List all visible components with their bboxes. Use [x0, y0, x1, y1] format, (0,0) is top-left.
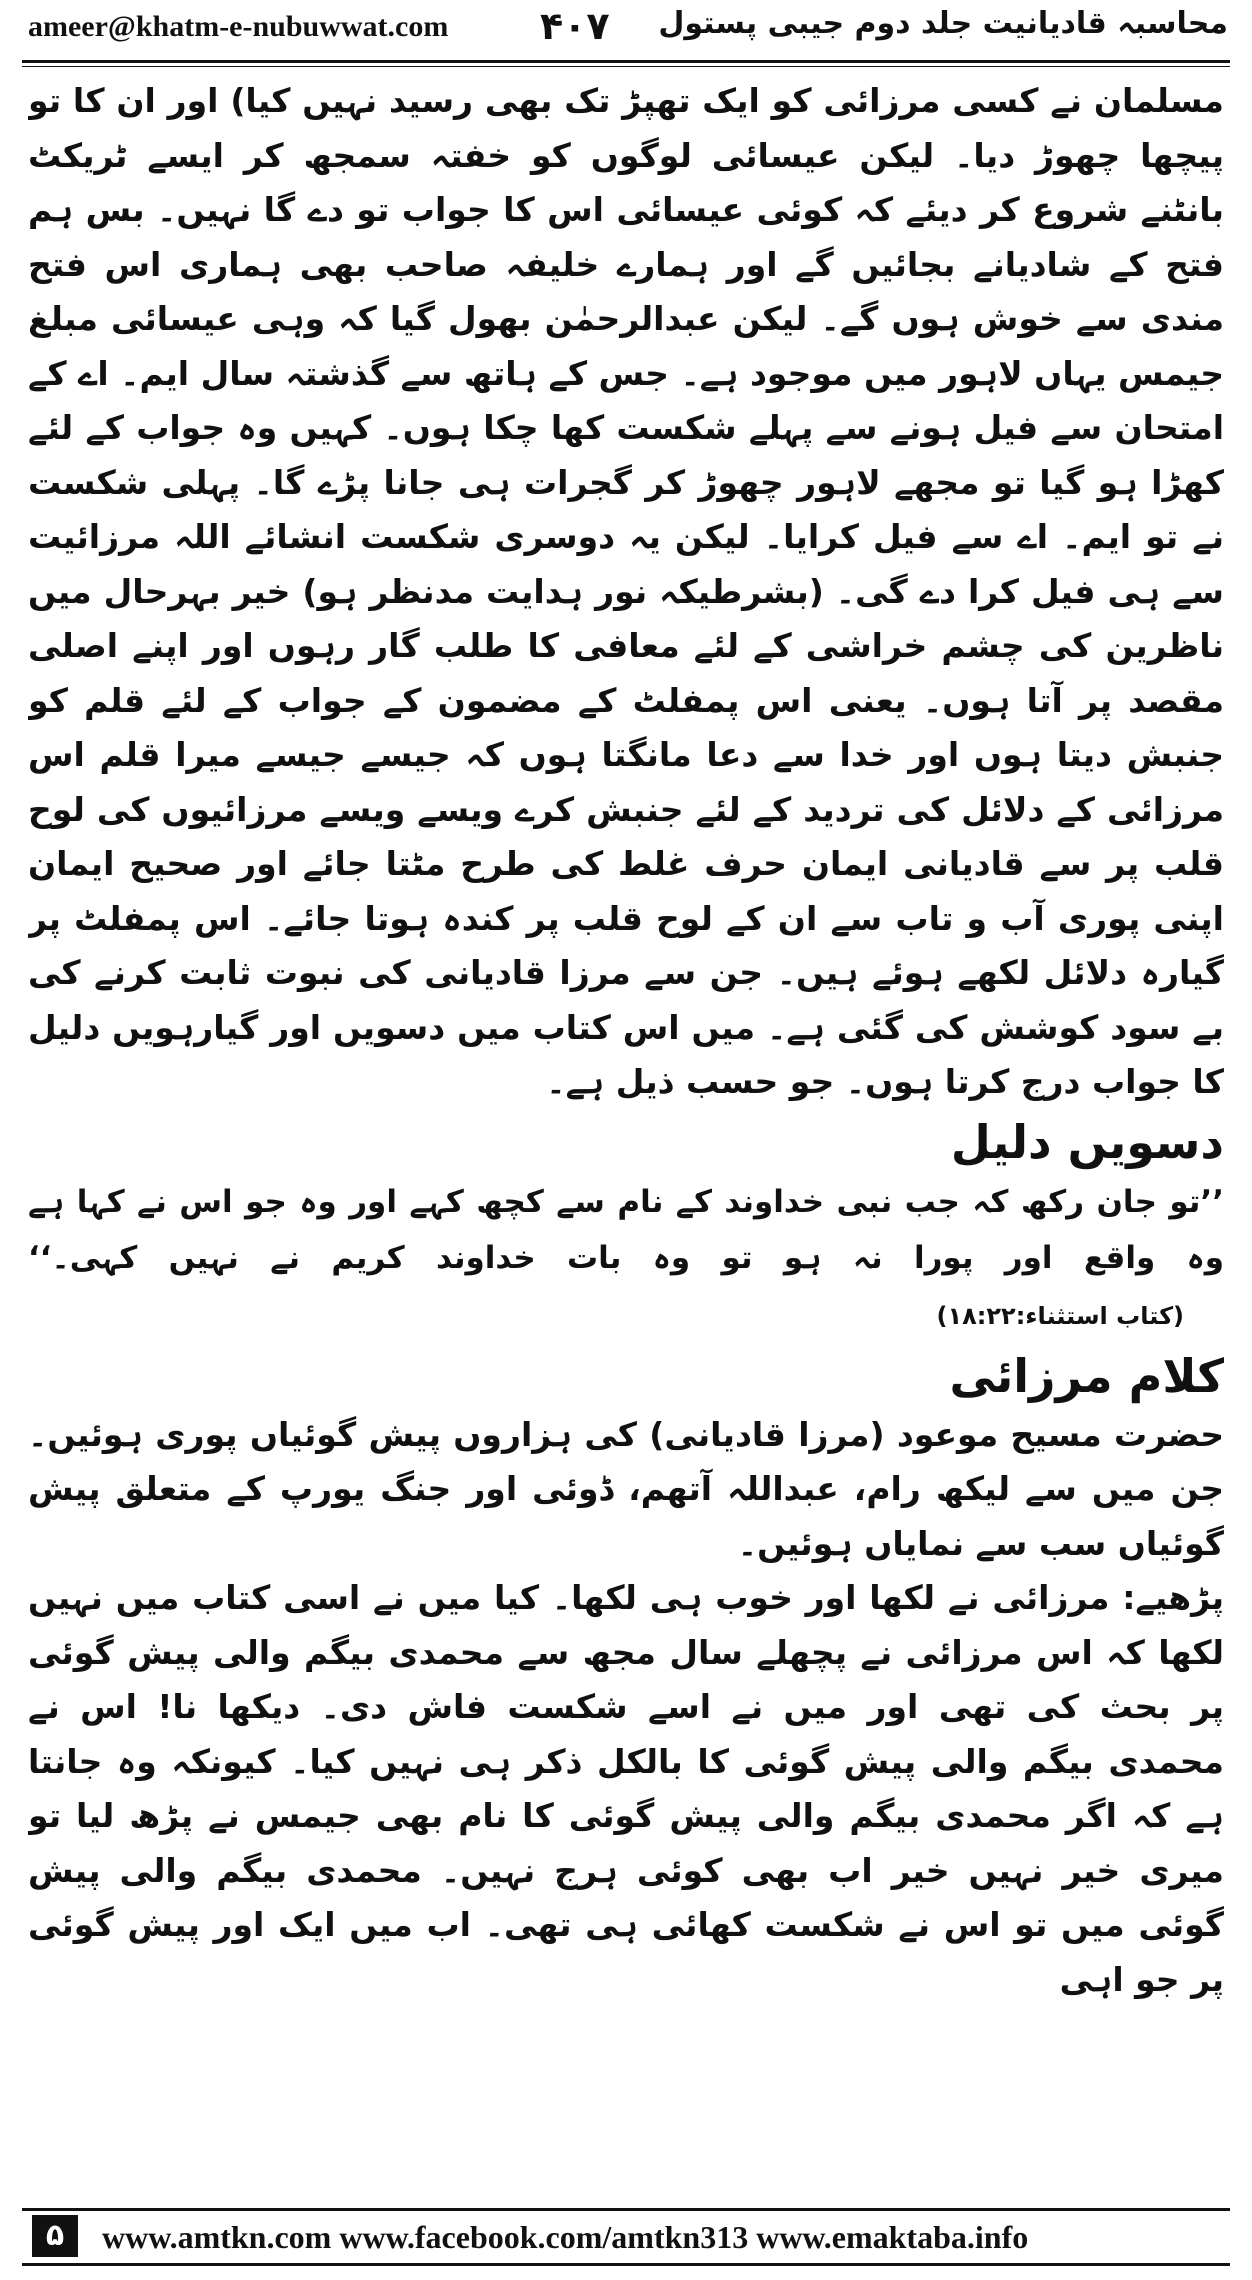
body-paragraph-2: حضرت مسیح موعود (مرزا قادیانی) کی ہزاروں پیش گوئیاں پوری ہوئیں۔ جن میں سے لیکھ رام، عبداللہ آتھم، ڈوئی اور جنگ یورپ کے متعلق پیش گوئیاں سب سے نمایاں ہوئیں۔	[28, 1414, 1224, 1563]
section-heading-tenth-argument: دسویں دلیل	[950, 1114, 1224, 1169]
quote-text: ’’تو جان رکھ کہ جب نبی خداوند کے نام سے کچھ کہے اور وہ جو اس نے کہا ہے وہ واقع اور پورا نہ ہو تو وہ بات خداوند کریم نے نہیں کہی۔‘‘	[28, 1183, 1224, 1276]
body-paragraph-1: مسلمان نے کسی مرزائی کو ایک تھپڑ تک بھی رسید نہیں کیا) اور ان کا تو پیچھا چھوڑ دیا۔ لیکن عیسائی لوگوں کو خفتہ سمجھ کر ایسے ٹریکٹ بانٹنے شروع کر دیئے کہ کوئی عیسائی اس کا جواب تو دے گا نہیں۔ بس ہم فتح کے شادیانے بجائیں گے اور ہمارے خلیفہ صاحب بھی ہماری اس فتح مندی سے خوش ہوں گے۔ لیکن عبدالرحمٰن بھول گیا کہ وہی عیسائی مبلغ جیمس یہاں لاہور میں موجود ہے۔ جس کے ہاتھ سے گذشتہ سال ایم۔ اے کے امتحان سے فیل ہونے سے پہلے شکست کھا چکا ہوں۔ کہیں وہ جواب کے لئے کھڑا ہو گیا تو مجھے لاہور چھوڑ کر گجرات ہی جانا پڑے گا۔ پہلی شکست نے تو ایم۔ اے سے فیل کرایا۔ لیکن یہ دوسری شکست انشائے اللہ مرزائیت سے ہی فیل کرا دے گی۔ (بشرطیکہ نور ہدایت مدنظر ہو) خیر بہرحال میں ناظرین کی چشم خراشی کے لئے معافی کا طلب گار رہوں اور اپنے اصلی مقصد پر آتا ہوں۔ یعنی اس پمفلٹ کے مضمون کے جواب کے لئے قلم کو جنبش دیتا ہوں اور خدا سے دعا مانگتا ہوں کہ جیسے جیسے میرا قلم اس مرزائی کے دلائل کی تردید کے لئے جنبش کرے ویسے ویسے مرزائیوں کی لوح قلب پر سے قادیانی ایمان حرف غلط کی طرح مٹتا جائے اور صحیح ایمان اپنی پوری آب و تاب سے ان کے لوح قلب پر کندہ ہوتا جائے۔ اس پمفلٹ پر گیارہ دلائل لکھے ہوئے ہیں۔ جن سے مرزا قادیانی کی نبوت ثابت کرنے کی بے سود کوشش کی گئی ہے۔ میں اس کتاب میں دسویں اور گیارہویں دلیل کا جواب درج کرتا ہوں۔ جو حسب ذیل ہے۔	[28, 81, 1224, 1101]
body-paragraph-3: پڑھیے: مرزائی نے لکھا اور خوب ہی لکھا۔ کیا میں نے اسی کتاب میں نہیں لکھا کہ اس مرزائی نے پچھلے سال مجھ سے محمدی بیگم والی پیش گوئی پر بحث کی تھی اور میں نے اسے شکست فاش دی۔ دیکھا نا! اس نے محمدی بیگم والی پیش گوئی کا بالکل ذکر ہی نہیں کیا۔ کیونکہ وہ جانتا ہے کہ اگر محمدی بیگم والی پیش گوئی کا نام بھی جیمس نے پڑھ لیا تو میری خیر نہیں خیر اب بھی کوئی ہرج نہیں۔ محمدی بیگم والی پیش گوئی میں تو اس نے شکست کھائی ہی تھی۔ اب میں ایک اور پیش گوئی پر جو اہی	[28, 1578, 1224, 1999]
header-book-title: محاسبہ قادیانیت جلد دوم جیبی پستول	[658, 6, 1228, 41]
header-email: ameer@khatm-e-nubuwwat.com	[28, 10, 449, 43]
page-header	[0, 0, 1252, 64]
section-heading-mirzai-statement: کلام مرزائی	[949, 1348, 1224, 1403]
page-body	[28, 74, 1224, 2200]
scripture-quote	[28, 1174, 1224, 1344]
page-footer	[22, 2208, 1230, 2266]
footer-links: www.amtkn.com www.facebook.com/amtkn313 www.emaktaba.info	[102, 2219, 1029, 2255]
header-rule-thin	[22, 66, 1230, 67]
footer-page-number: ۵	[32, 2215, 78, 2257]
header-page-number: ۴۰۷	[540, 4, 610, 48]
quote-reference: (کتاب استثناء:۱۸:۲۲)	[936, 1301, 1184, 1330]
header-rule	[22, 60, 1230, 63]
